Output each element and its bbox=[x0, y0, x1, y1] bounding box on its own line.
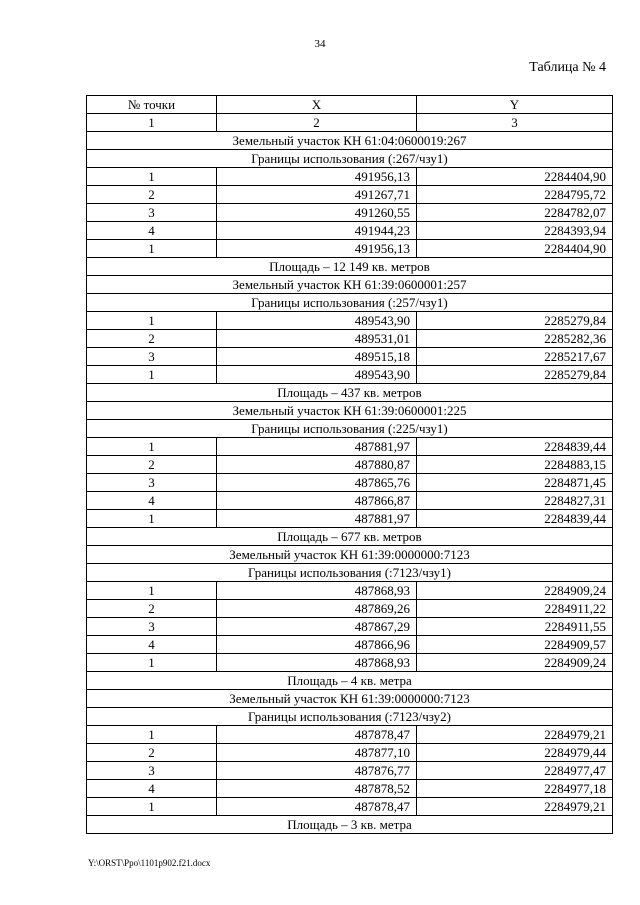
table-row bbox=[87, 762, 613, 780]
section-title: Границы использования (:257/чзу1) bbox=[87, 294, 613, 312]
y-coordinate-cell: 2285279,84 bbox=[417, 366, 613, 384]
table-row bbox=[87, 168, 613, 186]
x-coordinate-cell: 487867,29 bbox=[217, 618, 417, 636]
table-row bbox=[87, 798, 613, 816]
table-section-row bbox=[87, 402, 613, 420]
table-row bbox=[87, 510, 613, 528]
y-coordinate-cell: 2284979,21 bbox=[417, 798, 613, 816]
section-title: Границы использования (:7123/чзу2) bbox=[87, 708, 613, 726]
table-body bbox=[87, 132, 613, 834]
y-coordinate-cell: 2284839,44 bbox=[417, 438, 613, 456]
y-coordinate-cell: 2284977,18 bbox=[417, 780, 613, 798]
y-coordinate-cell: 2284393,94 bbox=[417, 222, 613, 240]
y-coordinate-cell: 2284979,21 bbox=[417, 726, 613, 744]
x-coordinate-cell: 491260,55 bbox=[217, 204, 417, 222]
y-coordinate-cell: 2284911,22 bbox=[417, 600, 613, 618]
x-coordinate-cell: 489515,18 bbox=[217, 348, 417, 366]
point-number-cell: 3 bbox=[87, 474, 217, 492]
table-row bbox=[87, 186, 613, 204]
table-caption: Таблица № 4 bbox=[529, 60, 606, 75]
y-coordinate-cell: 2284909,24 bbox=[417, 654, 613, 672]
header-y: Y bbox=[417, 96, 613, 114]
coordinates-table bbox=[86, 95, 613, 834]
section-title: Земельный участок КН 61:39:0600001:257 bbox=[87, 276, 613, 294]
table-row bbox=[87, 438, 613, 456]
table-row bbox=[87, 474, 613, 492]
point-number-cell: 2 bbox=[87, 744, 217, 762]
section-title: Границы использования (:225/чзу1) bbox=[87, 420, 613, 438]
table-row bbox=[87, 366, 613, 384]
point-number-cell: 4 bbox=[87, 780, 217, 798]
section-title: Границы использования (:267/чзу1) bbox=[87, 150, 613, 168]
section-title: Земельный участок КН 61:39:0000000:7123 bbox=[87, 546, 613, 564]
table-numbering-row bbox=[87, 114, 613, 132]
table-row bbox=[87, 204, 613, 222]
y-coordinate-cell: 2285282,36 bbox=[417, 330, 613, 348]
y-coordinate-cell: 2284871,45 bbox=[417, 474, 613, 492]
point-number-cell: 1 bbox=[87, 510, 217, 528]
point-number-cell: 1 bbox=[87, 168, 217, 186]
table-section-row bbox=[87, 294, 613, 312]
y-coordinate-cell: 2284404,90 bbox=[417, 240, 613, 258]
table-row bbox=[87, 222, 613, 240]
x-coordinate-cell: 489543,90 bbox=[217, 312, 417, 330]
table-row bbox=[87, 654, 613, 672]
section-title: Площадь – 3 кв. метра bbox=[87, 816, 613, 834]
section-title: Земельный участок КН 61:39:0000000:7123 bbox=[87, 690, 613, 708]
table-section-row bbox=[87, 672, 613, 690]
x-coordinate-cell: 491944,23 bbox=[217, 222, 417, 240]
y-coordinate-cell: 2284979,44 bbox=[417, 744, 613, 762]
table-section-row bbox=[87, 276, 613, 294]
x-coordinate-cell: 487866,87 bbox=[217, 492, 417, 510]
table-row bbox=[87, 492, 613, 510]
x-coordinate-cell: 491267,71 bbox=[217, 186, 417, 204]
y-coordinate-cell: 2284909,24 bbox=[417, 582, 613, 600]
x-coordinate-cell: 487880,87 bbox=[217, 456, 417, 474]
point-number-cell: 3 bbox=[87, 204, 217, 222]
section-title: Границы использования (:7123/чзу1) bbox=[87, 564, 613, 582]
section-title: Земельный участок КН 61:39:0600001:225 bbox=[87, 402, 613, 420]
table-section-row bbox=[87, 420, 613, 438]
table-row bbox=[87, 312, 613, 330]
header-x: X bbox=[217, 96, 417, 114]
y-coordinate-cell: 2284909,57 bbox=[417, 636, 613, 654]
point-number-cell: 2 bbox=[87, 186, 217, 204]
point-number-cell: 1 bbox=[87, 240, 217, 258]
x-coordinate-cell: 487868,93 bbox=[217, 654, 417, 672]
x-coordinate-cell: 487878,47 bbox=[217, 726, 417, 744]
numbering-col2: 2 bbox=[217, 114, 417, 132]
header-point-number: № точки bbox=[87, 96, 217, 114]
x-coordinate-cell: 487877,10 bbox=[217, 744, 417, 762]
table-section-row bbox=[87, 528, 613, 546]
y-coordinate-cell: 2284404,90 bbox=[417, 168, 613, 186]
table-row bbox=[87, 636, 613, 654]
y-coordinate-cell: 2284782,07 bbox=[417, 204, 613, 222]
table-row bbox=[87, 726, 613, 744]
table-row bbox=[87, 744, 613, 762]
y-coordinate-cell: 2284883,15 bbox=[417, 456, 613, 474]
table-row bbox=[87, 456, 613, 474]
point-number-cell: 1 bbox=[87, 366, 217, 384]
x-coordinate-cell: 487878,47 bbox=[217, 798, 417, 816]
y-coordinate-cell: 2284911,55 bbox=[417, 618, 613, 636]
x-coordinate-cell: 487865,76 bbox=[217, 474, 417, 492]
table-row bbox=[87, 582, 613, 600]
numbering-col3: 3 bbox=[417, 114, 613, 132]
point-number-cell: 1 bbox=[87, 312, 217, 330]
table-section-row bbox=[87, 132, 613, 150]
table-section-row bbox=[87, 690, 613, 708]
point-number-cell: 1 bbox=[87, 654, 217, 672]
x-coordinate-cell: 491956,13 bbox=[217, 240, 417, 258]
table-section-row bbox=[87, 708, 613, 726]
section-title: Площадь – 677 кв. метров bbox=[87, 528, 613, 546]
y-coordinate-cell: 2284795,72 bbox=[417, 186, 613, 204]
x-coordinate-cell: 491956,13 bbox=[217, 168, 417, 186]
x-coordinate-cell: 489543,90 bbox=[217, 366, 417, 384]
table-row bbox=[87, 240, 613, 258]
table-section-row bbox=[87, 150, 613, 168]
table-section-row bbox=[87, 258, 613, 276]
table-section-row bbox=[87, 816, 613, 834]
point-number-cell: 2 bbox=[87, 330, 217, 348]
point-number-cell: 1 bbox=[87, 726, 217, 744]
y-coordinate-cell: 2284839,44 bbox=[417, 510, 613, 528]
x-coordinate-cell: 487869,26 bbox=[217, 600, 417, 618]
table-row bbox=[87, 330, 613, 348]
x-coordinate-cell: 489531,01 bbox=[217, 330, 417, 348]
point-number-cell: 1 bbox=[87, 798, 217, 816]
table-row bbox=[87, 618, 613, 636]
page-number: 34 bbox=[314, 38, 326, 50]
point-number-cell: 3 bbox=[87, 618, 217, 636]
footer-file-path: Y:\ORST\Ppo\1101p902.f21.docx bbox=[88, 858, 211, 868]
table-row bbox=[87, 348, 613, 366]
y-coordinate-cell: 2284977,47 bbox=[417, 762, 613, 780]
table-section-row bbox=[87, 546, 613, 564]
x-coordinate-cell: 487876,77 bbox=[217, 762, 417, 780]
table-row bbox=[87, 780, 613, 798]
point-number-cell: 2 bbox=[87, 456, 217, 474]
table-header-row bbox=[87, 96, 613, 114]
y-coordinate-cell: 2285279,84 bbox=[417, 312, 613, 330]
x-coordinate-cell: 487866,96 bbox=[217, 636, 417, 654]
x-coordinate-cell: 487868,93 bbox=[217, 582, 417, 600]
point-number-cell: 3 bbox=[87, 348, 217, 366]
point-number-cell: 4 bbox=[87, 636, 217, 654]
point-number-cell: 4 bbox=[87, 222, 217, 240]
section-title: Земельный участок КН 61:04:0600019:267 bbox=[87, 132, 613, 150]
x-coordinate-cell: 487878,52 bbox=[217, 780, 417, 798]
x-coordinate-cell: 487881,97 bbox=[217, 510, 417, 528]
table-section-row bbox=[87, 564, 613, 582]
y-coordinate-cell: 2284827,31 bbox=[417, 492, 613, 510]
table-row bbox=[87, 600, 613, 618]
point-number-cell: 4 bbox=[87, 492, 217, 510]
section-title: Площадь – 12 149 кв. метров bbox=[87, 258, 613, 276]
x-coordinate-cell: 487881,97 bbox=[217, 438, 417, 456]
y-coordinate-cell: 2285217,67 bbox=[417, 348, 613, 366]
point-number-cell: 1 bbox=[87, 582, 217, 600]
section-title: Площадь – 4 кв. метра bbox=[87, 672, 613, 690]
table-section-row bbox=[87, 384, 613, 402]
numbering-col1: 1 bbox=[87, 114, 217, 132]
point-number-cell: 2 bbox=[87, 600, 217, 618]
section-title: Площадь – 437 кв. метров bbox=[87, 384, 613, 402]
point-number-cell: 1 bbox=[87, 438, 217, 456]
point-number-cell: 3 bbox=[87, 762, 217, 780]
